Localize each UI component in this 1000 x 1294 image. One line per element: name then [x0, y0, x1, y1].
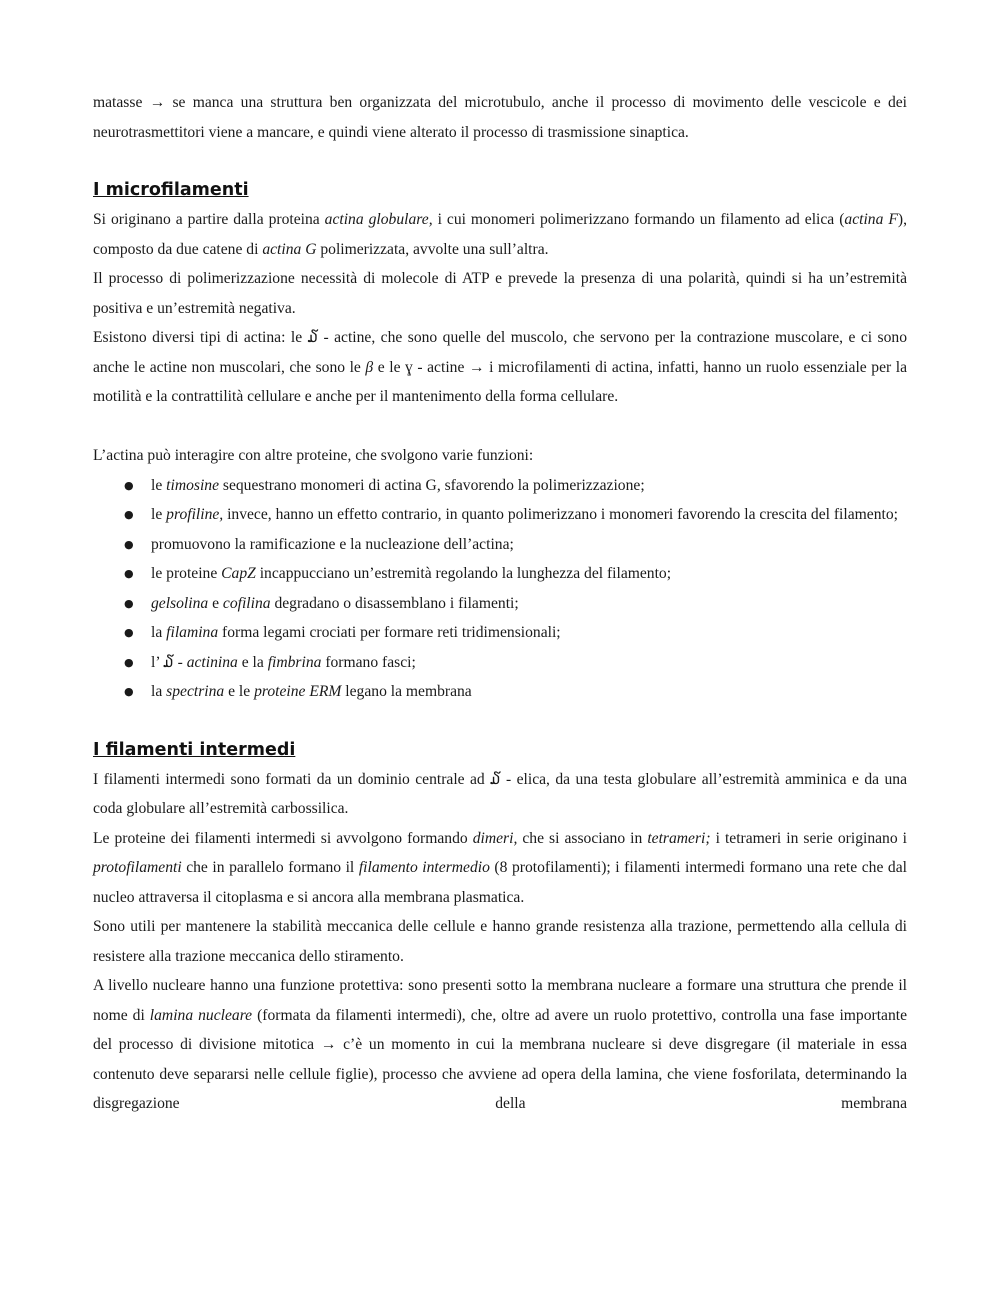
microfilamenti-paragraph-2: Il processo di polimerizzazione necessità di molecole di ATP e prevede la presenza di una polarità, quindi si ha un’estremità positiva e un’estremità negativa. [93, 270, 907, 317]
list-item: ● promuovono la ramificazione e la nucleazione dell’actina; [124, 530, 907, 560]
list-item: ● le profiline, invece, hanno un effetto contrario, in quanto polimerizzano i monomeri favorendo la crescita del filamento; [124, 500, 907, 530]
intermedi-paragraph-2: Le proteine dei filamenti intermedi si avvolgono formando dimeri, che si associano in tetrameri; i tetrameri in serie originano i protofilamenti che in parallelo formano il filamento intermedio (8 protofilamenti); i filamenti intermedi formano una rete che dal nucleo attraversa il citoplasma e si ancora alla membrana plasmatica. [93, 829, 907, 906]
list-item: ● le proteine CapZ incappucciano un’estremità regolando la lunghezza del filamento; [124, 559, 907, 589]
heading-microfilamenti: I microfilamenti [93, 180, 249, 200]
list-item: ● la filamina forma legami crociati per formare reti tridimensionali; [124, 618, 907, 648]
list-item: ● gelsolina e cofilina degradano o disassemblano i filamenti; [124, 589, 907, 619]
microfilamenti-paragraph-1: Si originano a partire dalla proteina actina globulare, i cui monomeri polimerizzano formando un filamento ad elica (actina F), composto da due catene di actina G polimerizzata, avvolte una sull’altra. [93, 211, 907, 258]
intermedi-paragraph-1: I filamenti intermedi sono formati da un dominio centrale ad ໓ - elica, da una testa globulare all’estremità amminica e da una coda globulare all’estremità carbossilica. [93, 770, 907, 817]
intro-paragraph: matasse → se manca una struttura ben organizzata del microtubulo, anche il processo di movimento delle vescicole e dei neurotrasmettitori viene a mancare, e quindi viene alterato il processo di trasmissione sinaptica. [93, 94, 907, 141]
microfilamenti-paragraph-3: Esistono diversi tipi di actina: le ໓ - actine, che sono quelle del muscolo, che servono per la contrazione muscolare, e ci sono anche le actine non muscolari, che sono le β e le ɣ - actine → i microfilamenti di actina, infatti, hanno un ruolo essenziale per la motilità e la contrattilità cellulare e anche per il mantenimento della forma cellulare. [93, 329, 907, 405]
intermedi-paragraph-4: A livello nucleare hanno una funzione protettiva: sono presenti sotto la membrana nucleare a formare una struttura che prende il nome di lamina nucleare (formata da filamenti intermedi), che, oltre ad avere un ruolo protettivo, controlla una fase importante del processo di divisione mitotica → c’è un momento in cui la membrana nucleare si deve disgregare (il materiale in essa contenuto deve separarsi nelle cellule figlie), processo che avviene ad opera della lamina, che viene fosforilata, determinando la disgregazione della membrana [93, 977, 907, 1112]
list-item: ● le timosine sequestrano monomeri di actina G, sfavorendo la polimerizzazione; [124, 471, 907, 501]
list-item: ● l’ ໓ - actinina e la fimbrina formano fasci; [124, 648, 907, 678]
intermedi-paragraph-3: Sono utili per mantenere la stabilità meccanica delle cellule e hanno grande resistenza alla trazione, permettendo alla cellula di resistere alla trazione meccanica dello stiramento. [93, 918, 907, 965]
actin-binding-list [93, 471, 907, 707]
microfilamenti-paragraph-4: L’actina può interagire con altre proteine, che svolgono varie funzioni: [93, 447, 534, 464]
heading-filamenti-intermedi: I filamenti intermedi [93, 739, 296, 760]
list-item: ● la spectrina e le proteine ERM legano la membrana [124, 677, 907, 707]
